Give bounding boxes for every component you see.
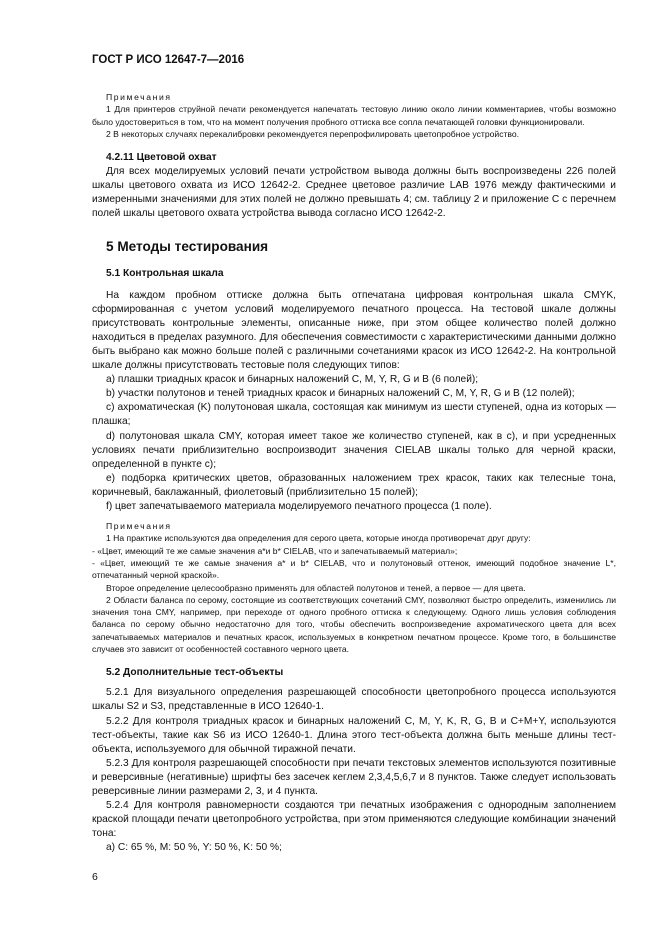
notes-title: Примечания <box>106 521 172 532</box>
note-1: 1 Для принтеров струйной печати рекомендуется напечатать тестовую линию около линии комментариев, чтобы возможно было удостовериться в том, что на момент получения пробного оттиска все сопла печатающей головки функционировали. <box>92 104 616 127</box>
paragraph-5-2-1: 5.2.1 Для визуального определения разрешающей способности цветопробного процесса используются шкалы S2 и S3, представленные в ИСО 12640-1. <box>92 687 616 713</box>
document-header: ГОСТ Р ИСО 12647-7—2016 <box>92 54 245 66</box>
list-item: d) полутоновая шкала CMY, которая имеет такое же количество ступеней, как в c), и при усредненных условиях печати приблизительно воспроизводит значения CIELAB шкалы только для черной краски, определенной в пункте c); <box>92 430 616 470</box>
paragraph: На каждом пробном оттиске должна быть отпечатана цифровая контрольная шкала CMYK, сформированная с учетом условий моделируемого печатного процесса. На тестовой шкале должны присутствовать контрольные элементы, описанные ниже, при этом общее количество полей должно находиться в пределах разумного. Для обеспечения совместимости с характеристическими данными должно быть выбрано как можно больше полей с различными сочетаниями красок из ИСО 12642-2. На контрольной шкале должны присутствовать тестовые поля следующих типов: <box>92 289 616 372</box>
note-2: 2 Области баланса по серому, состоящие из соответствующих сочетаний CMY, позволяют быстро определить, изменились ли значения тона CMY, например, при переходе от одного пробного оттиска к следующему. Одного лишь условия соблюдения баланса по серому обычно недостаточно для того, чтобы обеспечить воспроизведение ахроматического цвета для всех запечатываемых материалов и печатных красок, используемых в конкретном печатном процессе. Кроме того, в большинстве случаев это зависит от особенностей составного черного цвета. <box>92 594 616 655</box>
list-item: e) подборка критических цветов, образованных наложением трех красок, таких как телесные тона, коричневый, баклажанный, фиолетовый (приблизительно 15 полей); <box>92 472 616 498</box>
note-1-definition-a: - «Цвет, имеющий те же самые значения a*и b* CIELAB, что и запечатываемый материал»; <box>92 545 458 556</box>
note-1-definition-b: - «Цвет, имеющий те же самые значения a* и b* CIELAB, что и полутоновый оттенок, имеющий подобное значение L*, отпечатанный черной краской». <box>92 557 616 581</box>
page-number: 6 <box>92 871 98 883</box>
section-heading-5-1: 5.1 Контрольная шкала <box>106 267 224 279</box>
note-1: 1 На практике используются два определения для серого цвета, которые иногда противоречат друг другу: <box>106 533 531 544</box>
page-content <box>92 91 616 855</box>
notes-block-2 <box>92 520 616 655</box>
paragraph: Для всех моделируемых условий печати устройством вывода должны быть воспроизведены 226 полей шкалы цветового охвата из ИСО 12642-2. Среднее цветовое различие LAB 1976 между фактическими и измеренными значениями для этих полей не должно превышать 4; см. таблицу 2 и приложение С с перечнем полей шкалы цветового охвата устройства вывода согласно ИСО 12642-2. <box>92 166 616 220</box>
list-item: f) цвет запечатываемого материала моделируемого печатного процесса (1 поле). <box>106 500 492 512</box>
section-heading-5-2: 5.2 Дополнительные тест-объекты <box>106 667 284 679</box>
paragraph-5-2-2: 5.2.2 Для контроля триадных красок и бинарных наложений C, M, Y, K, R, G, B и C+M+Y, используются тест-объекты, такие как S6 из ИСО 12640-1. Длина этого тест-объекта должна быть меньше длины тест-объекта, используемого для обычной тиражной печати. <box>92 715 616 755</box>
paragraph-5-2-4: 5.2.4 Для контроля равномерности создаются три печатных изображения с однородным заполнением краской площади печати цветопробного устройства, при этом применяются следующие комбинации значений тона: <box>92 800 616 840</box>
list-item: b) участки полутонов и теней триадных красок и бинарных наложений C, M, Y, R, G и B (12 полей); <box>106 388 575 400</box>
section-heading-4-2-11: 4.2.11 Цветовой охват <box>106 152 217 164</box>
notes-title: Примечания <box>106 92 172 102</box>
notes-block <box>92 91 616 140</box>
list-item: а) плашки триадных красок и бинарных наложений C, M, Y, R, G и B (6 полей); <box>106 374 479 386</box>
section-5-1-body <box>92 289 616 515</box>
section-heading-5: 5 Методы тестирования <box>106 238 269 254</box>
section-4-2-11-body <box>92 165 616 221</box>
note-1-conclusion: Второе определение целесообразно применять для областей полутонов и теней, а первое — для цвета. <box>106 582 526 593</box>
note-2: 2 В некоторых случаях перекалибровки рекомендуется перепрофилировать цветопробное устройство. <box>106 128 520 139</box>
paragraph-5-2-3: 5.2.3 Для контроля разрешающей способности при печати текстовых элементов используются позитивные и реверсивные (негативные) шрифты без засечек кеглем 2,3,4,5,6,7 и 8 пунктов. Также следует использовать реверсивные линии размерами 2, 3, и 4 пункта. <box>92 757 616 797</box>
list-item: а) C: 65 %, M: 50 %, Y: 50 %, K: 50 %; <box>106 842 282 854</box>
section-5-2-body <box>92 686 616 855</box>
list-item: c) ахроматическая (K) полутоновая шкала, состоящая как минимум из шести ступеней, одна из которых — плашка; <box>92 402 616 428</box>
